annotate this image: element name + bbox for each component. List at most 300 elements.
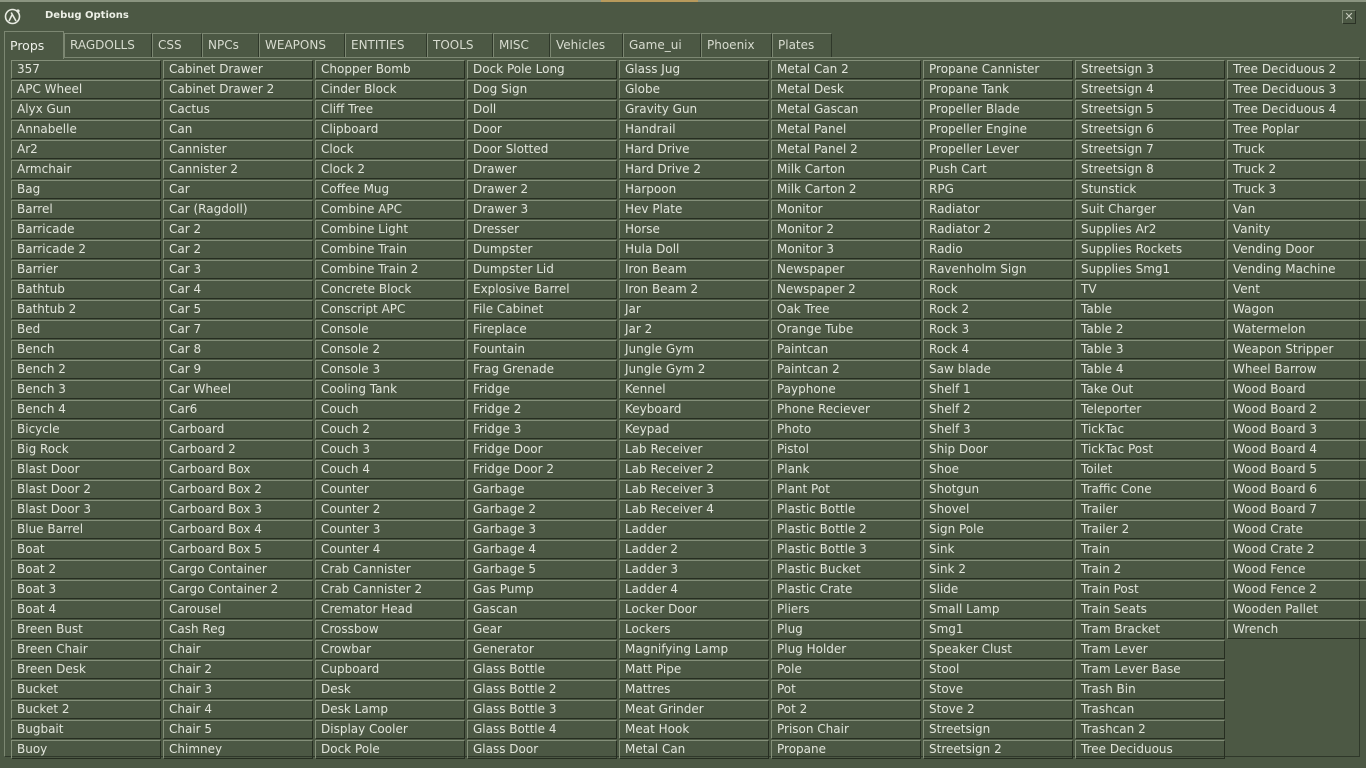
prop-button[interactable]: Speaker Clust (923, 640, 1073, 659)
prop-button[interactable]: Train 2 (1075, 560, 1225, 579)
prop-button[interactable]: Chair 4 (163, 700, 313, 719)
prop-button[interactable]: Supplies Rockets (1075, 240, 1225, 259)
prop-button[interactable]: Cargo Container (163, 560, 313, 579)
prop-button[interactable]: Propeller Lever (923, 140, 1073, 159)
title-bar[interactable] (0, 2, 1366, 30)
prop-button[interactable]: Cargo Container 2 (163, 580, 313, 599)
prop-button[interactable]: Table 3 (1075, 340, 1225, 359)
prop-button[interactable]: Lab Receiver 2 (619, 460, 769, 479)
prop-button[interactable]: Propeller Blade (923, 100, 1073, 119)
prop-button[interactable]: Cash Reg (163, 620, 313, 639)
prop-button[interactable]: Cliff Tree (315, 100, 465, 119)
prop-button[interactable]: Sign Pole (923, 520, 1073, 539)
prop-button[interactable]: Meat Grinder (619, 700, 769, 719)
prop-button[interactable]: Pot 2 (771, 700, 921, 719)
prop-button[interactable]: Drawer (467, 160, 617, 179)
prop-button[interactable]: Combine Train (315, 240, 465, 259)
prop-button[interactable]: Chimney (163, 740, 313, 759)
prop-button[interactable]: Car (163, 180, 313, 199)
tab-npcs[interactable]: NPCs (202, 33, 259, 57)
prop-button[interactable]: Couch 2 (315, 420, 465, 439)
prop-button[interactable]: Paintcan (771, 340, 921, 359)
prop-button[interactable]: Carboard Box (163, 460, 313, 479)
prop-button[interactable]: Car 7 (163, 320, 313, 339)
prop-button[interactable]: Lab Receiver (619, 440, 769, 459)
prop-button[interactable]: Drawer 3 (467, 200, 617, 219)
prop-button[interactable]: Carboard Box 3 (163, 500, 313, 519)
prop-button[interactable]: Glass Bottle 2 (467, 680, 617, 699)
prop-button[interactable]: Shovel (923, 500, 1073, 519)
prop-button[interactable]: Desk Lamp (315, 700, 465, 719)
prop-button[interactable]: Vending Machine (1227, 260, 1366, 279)
prop-button[interactable]: Carboard 2 (163, 440, 313, 459)
prop-button[interactable]: Oak Tree (771, 300, 921, 319)
prop-button[interactable]: Supplies Ar2 (1075, 220, 1225, 239)
prop-button[interactable]: Lab Receiver 4 (619, 500, 769, 519)
prop-button[interactable]: Cooling Tank (315, 380, 465, 399)
prop-button[interactable]: Propane (771, 740, 921, 759)
prop-button[interactable]: Chopper Bomb (315, 60, 465, 79)
prop-button[interactable]: Metal Can (619, 740, 769, 759)
prop-button[interactable]: Combine Light (315, 220, 465, 239)
prop-button[interactable]: Truck 3 (1227, 180, 1366, 199)
prop-button[interactable]: Magnifying Lamp (619, 640, 769, 659)
prop-button[interactable]: Smg1 (923, 620, 1073, 639)
prop-button[interactable]: Bathtub 2 (11, 300, 161, 319)
prop-button[interactable]: Sink 2 (923, 560, 1073, 579)
prop-button[interactable]: Wrench (1227, 620, 1366, 639)
prop-button[interactable]: Pot (771, 680, 921, 699)
prop-button[interactable]: Payphone (771, 380, 921, 399)
prop-button[interactable]: Clock (315, 140, 465, 159)
prop-button[interactable]: Tree Poplar (1227, 120, 1366, 139)
prop-button[interactable]: Display Cooler (315, 720, 465, 739)
prop-button[interactable]: Car 4 (163, 280, 313, 299)
prop-button[interactable]: RPG (923, 180, 1073, 199)
prop-button[interactable]: Carboard Box 5 (163, 540, 313, 559)
prop-button[interactable]: Bathtub (11, 280, 161, 299)
prop-button[interactable]: Wood Board 5 (1227, 460, 1366, 479)
prop-button[interactable]: Wood Crate (1227, 520, 1366, 539)
prop-button[interactable]: Tree Deciduous (1075, 740, 1225, 759)
prop-button[interactable]: Propane Tank (923, 80, 1073, 99)
prop-button[interactable]: Plant Pot (771, 480, 921, 499)
prop-button[interactable]: Counter 4 (315, 540, 465, 559)
prop-button[interactable]: Garbage 3 (467, 520, 617, 539)
tab-plates[interactable]: Plates (772, 33, 832, 57)
prop-button[interactable]: Doll (467, 100, 617, 119)
tab-misc[interactable]: MISC (493, 33, 550, 57)
prop-button[interactable]: Milk Carton (771, 160, 921, 179)
prop-button[interactable]: Cannister (163, 140, 313, 159)
prop-button[interactable]: Glass Jug (619, 60, 769, 79)
prop-button[interactable]: Bucket 2 (11, 700, 161, 719)
prop-button[interactable]: Carboard (163, 420, 313, 439)
prop-button[interactable]: Drawer 2 (467, 180, 617, 199)
prop-button[interactable]: Ravenholm Sign (923, 260, 1073, 279)
prop-button[interactable]: Door (467, 120, 617, 139)
prop-button[interactable]: Streetsign 3 (1075, 60, 1225, 79)
tab-game-ui[interactable]: Game_ui (623, 33, 701, 57)
tab-tools[interactable]: TOOLS (427, 33, 493, 57)
prop-button[interactable]: Gear (467, 620, 617, 639)
prop-button[interactable]: Gravity Gun (619, 100, 769, 119)
prop-button[interactable]: Wood Fence 2 (1227, 580, 1366, 599)
prop-button[interactable]: Dock Pole (315, 740, 465, 759)
prop-button[interactable]: Buoy (11, 740, 161, 759)
prop-button[interactable]: Kennel (619, 380, 769, 399)
prop-button[interactable]: Vent (1227, 280, 1366, 299)
prop-button[interactable]: Glass Bottle 3 (467, 700, 617, 719)
prop-button[interactable]: Plastic Bucket (771, 560, 921, 579)
prop-button[interactable]: Dumpster Lid (467, 260, 617, 279)
tab-ragdolls[interactable]: RAGDOLLS (64, 33, 152, 57)
prop-button[interactable]: Tree Deciduous 4 (1227, 100, 1366, 119)
prop-button[interactable]: Cannister 2 (163, 160, 313, 179)
prop-button[interactable]: Radiator 2 (923, 220, 1073, 239)
prop-button[interactable]: Fridge 2 (467, 400, 617, 419)
prop-button[interactable]: Slide (923, 580, 1073, 599)
prop-button[interactable]: Concrete Block (315, 280, 465, 299)
prop-button[interactable]: Pliers (771, 600, 921, 619)
prop-button[interactable]: Trashcan 2 (1075, 720, 1225, 739)
prop-button[interactable]: Photo (771, 420, 921, 439)
prop-button[interactable]: Plank (771, 460, 921, 479)
prop-button[interactable]: Iron Beam 2 (619, 280, 769, 299)
prop-button[interactable]: Lockers (619, 620, 769, 639)
prop-button[interactable]: Wheel Barrow (1227, 360, 1366, 379)
prop-button[interactable]: Hev Plate (619, 200, 769, 219)
prop-button[interactable]: Keyboard (619, 400, 769, 419)
prop-button[interactable]: Wood Board 2 (1227, 400, 1366, 419)
prop-button[interactable]: Van (1227, 200, 1366, 219)
prop-button[interactable]: Counter 2 (315, 500, 465, 519)
prop-button[interactable]: Can (163, 120, 313, 139)
prop-button[interactable]: Small Lamp (923, 600, 1073, 619)
tab-vehicles[interactable]: Vehicles (550, 33, 623, 57)
prop-button[interactable]: Wooden Pallet (1227, 600, 1366, 619)
prop-button[interactable]: Glass Bottle 4 (467, 720, 617, 739)
prop-button[interactable]: Barrier (11, 260, 161, 279)
prop-button[interactable]: Metal Panel 2 (771, 140, 921, 159)
prop-button[interactable]: Metal Can 2 (771, 60, 921, 79)
prop-button[interactable]: Iron Beam (619, 260, 769, 279)
prop-button[interactable]: Bag (11, 180, 161, 199)
prop-button[interactable]: Tree Deciduous 2 (1227, 60, 1366, 79)
prop-button[interactable]: Milk Carton 2 (771, 180, 921, 199)
prop-button[interactable]: Streetsign 2 (923, 740, 1073, 759)
prop-button[interactable]: Blast Door 2 (11, 480, 161, 499)
prop-button[interactable]: Train Seats (1075, 600, 1225, 619)
prop-button[interactable]: Stove 2 (923, 700, 1073, 719)
prop-button[interactable]: Cabinet Drawer 2 (163, 80, 313, 99)
prop-button[interactable]: Crab Cannister (315, 560, 465, 579)
prop-button[interactable]: Glass Door (467, 740, 617, 759)
prop-button[interactable]: Gas Pump (467, 580, 617, 599)
prop-button[interactable]: Chair (163, 640, 313, 659)
prop-button[interactable]: Monitor (771, 200, 921, 219)
prop-button[interactable]: Fountain (467, 340, 617, 359)
prop-button[interactable]: Boat (11, 540, 161, 559)
prop-button[interactable]: Boat 2 (11, 560, 161, 579)
prop-button[interactable]: Weapon Stripper (1227, 340, 1366, 359)
prop-button[interactable]: Bugbait (11, 720, 161, 739)
prop-button[interactable]: Metal Gascan (771, 100, 921, 119)
prop-button[interactable]: Couch (315, 400, 465, 419)
prop-button[interactable]: Car (Ragdoll) (163, 200, 313, 219)
prop-button[interactable]: Shoe (923, 460, 1073, 479)
prop-button[interactable]: Rock 2 (923, 300, 1073, 319)
prop-button[interactable]: Stunstick (1075, 180, 1225, 199)
prop-button[interactable]: Conscript APC (315, 300, 465, 319)
prop-button[interactable]: Garbage 2 (467, 500, 617, 519)
prop-button[interactable]: Trashcan (1075, 700, 1225, 719)
prop-button[interactable]: Propane Cannister (923, 60, 1073, 79)
prop-button[interactable]: Ladder (619, 520, 769, 539)
prop-button[interactable]: Ship Door (923, 440, 1073, 459)
prop-button[interactable]: Streetsign 4 (1075, 80, 1225, 99)
prop-button[interactable]: Bench (11, 340, 161, 359)
prop-button[interactable]: Traffic Cone (1075, 480, 1225, 499)
prop-button[interactable]: File Cabinet (467, 300, 617, 319)
prop-button[interactable]: Metal Panel (771, 120, 921, 139)
tab-weapons[interactable]: WEAPONS (259, 33, 345, 57)
prop-button[interactable]: Truck (1227, 140, 1366, 159)
prop-button[interactable]: Shotgun (923, 480, 1073, 499)
prop-button[interactable]: Fridge 3 (467, 420, 617, 439)
prop-button[interactable]: Teleporter (1075, 400, 1225, 419)
prop-button[interactable]: Cactus (163, 100, 313, 119)
prop-button[interactable]: Table (1075, 300, 1225, 319)
prop-button[interactable]: Ladder 4 (619, 580, 769, 599)
prop-button[interactable]: Ladder 3 (619, 560, 769, 579)
prop-button[interactable]: Streetsign 5 (1075, 100, 1225, 119)
prop-button[interactable]: Wood Board 6 (1227, 480, 1366, 499)
prop-button[interactable]: Stool (923, 660, 1073, 679)
prop-button[interactable]: Vending Door (1227, 240, 1366, 259)
close-button[interactable] (1342, 10, 1356, 24)
prop-button[interactable]: Carboard Box 2 (163, 480, 313, 499)
prop-button[interactable]: Breen Chair (11, 640, 161, 659)
prop-button[interactable]: Car 2 (163, 240, 313, 259)
prop-button[interactable]: Ladder 2 (619, 540, 769, 559)
prop-button[interactable]: Plastic Bottle (771, 500, 921, 519)
prop-button[interactable]: Ar2 (11, 140, 161, 159)
prop-button[interactable]: Metal Desk (771, 80, 921, 99)
prop-button[interactable]: Sink (923, 540, 1073, 559)
prop-button[interactable]: Pole (771, 660, 921, 679)
prop-button[interactable]: Blue Barrel (11, 520, 161, 539)
prop-button[interactable]: Streetsign 6 (1075, 120, 1225, 139)
prop-button[interactable]: Rock 4 (923, 340, 1073, 359)
prop-button[interactable]: Streetsign 8 (1075, 160, 1225, 179)
prop-button[interactable]: Dog Sign (467, 80, 617, 99)
prop-button[interactable]: Lab Receiver 3 (619, 480, 769, 499)
prop-button[interactable]: Horse (619, 220, 769, 239)
prop-button[interactable]: Gascan (467, 600, 617, 619)
prop-button[interactable]: Hula Doll (619, 240, 769, 259)
prop-button[interactable]: Chair 2 (163, 660, 313, 679)
prop-button[interactable]: Couch 3 (315, 440, 465, 459)
prop-button[interactable]: Bench 3 (11, 380, 161, 399)
prop-button[interactable]: Jungle Gym (619, 340, 769, 359)
prop-button[interactable]: Barricade (11, 220, 161, 239)
prop-button[interactable]: Boat 3 (11, 580, 161, 599)
prop-button[interactable]: Glass Bottle (467, 660, 617, 679)
prop-button[interactable]: Locker Door (619, 600, 769, 619)
prop-button[interactable]: Bed (11, 320, 161, 339)
prop-button[interactable]: Car 8 (163, 340, 313, 359)
prop-button[interactable]: Tram Bracket (1075, 620, 1225, 639)
prop-button[interactable]: Jungle Gym 2 (619, 360, 769, 379)
prop-button[interactable]: Blast Door (11, 460, 161, 479)
prop-button[interactable]: Plastic Bottle 3 (771, 540, 921, 559)
prop-button[interactable]: Bench 2 (11, 360, 161, 379)
prop-button[interactable]: Combine APC (315, 200, 465, 219)
prop-button[interactable]: Car 2 (163, 220, 313, 239)
prop-button[interactable]: Cabinet Drawer (163, 60, 313, 79)
prop-button[interactable]: Explosive Barrel (467, 280, 617, 299)
prop-button[interactable]: Wood Board (1227, 380, 1366, 399)
prop-button[interactable]: Couch 4 (315, 460, 465, 479)
prop-button[interactable]: Wood Crate 2 (1227, 540, 1366, 559)
prop-button[interactable]: Radio (923, 240, 1073, 259)
prop-button[interactable]: TV (1075, 280, 1225, 299)
tab-css[interactable]: CSS (152, 33, 202, 57)
prop-button[interactable]: Mattres (619, 680, 769, 699)
prop-button[interactable]: Breen Desk (11, 660, 161, 679)
prop-button[interactable]: Shelf 1 (923, 380, 1073, 399)
prop-button[interactable]: Chair 3 (163, 680, 313, 699)
prop-button[interactable]: Breen Bust (11, 620, 161, 639)
prop-button[interactable]: Plug (771, 620, 921, 639)
prop-button[interactable]: Combine Train 2 (315, 260, 465, 279)
prop-button[interactable]: Prison Chair (771, 720, 921, 739)
prop-button[interactable]: Suit Charger (1075, 200, 1225, 219)
prop-button[interactable]: Keypad (619, 420, 769, 439)
prop-button[interactable]: Shelf 3 (923, 420, 1073, 439)
prop-button[interactable]: Bicycle (11, 420, 161, 439)
prop-button[interactable]: Monitor 3 (771, 240, 921, 259)
prop-button[interactable]: Orange Tube (771, 320, 921, 339)
prop-button[interactable]: TickTac Post (1075, 440, 1225, 459)
prop-button[interactable]: Crab Cannister 2 (315, 580, 465, 599)
prop-button[interactable]: Carboard Box 4 (163, 520, 313, 539)
prop-button[interactable]: Clock 2 (315, 160, 465, 179)
prop-button[interactable]: Table 4 (1075, 360, 1225, 379)
prop-button[interactable]: Radiator (923, 200, 1073, 219)
prop-button[interactable]: Rock 3 (923, 320, 1073, 339)
tab-phoenix[interactable]: Phoenix (701, 33, 772, 57)
prop-button[interactable]: Pistol (771, 440, 921, 459)
prop-button[interactable]: Carousel (163, 600, 313, 619)
prop-button[interactable]: Streetsign (923, 720, 1073, 739)
prop-button[interactable]: Phone Reciever (771, 400, 921, 419)
prop-button[interactable]: Cinder Block (315, 80, 465, 99)
prop-button[interactable]: Train (1075, 540, 1225, 559)
tab-entities[interactable]: ENTITIES (345, 33, 427, 57)
prop-button[interactable]: Boat 4 (11, 600, 161, 619)
prop-button[interactable]: Supplies Smg1 (1075, 260, 1225, 279)
prop-button[interactable]: 357 (11, 60, 161, 79)
prop-button[interactable]: Dresser (467, 220, 617, 239)
prop-button[interactable]: Wood Board 4 (1227, 440, 1366, 459)
prop-button[interactable]: Rock (923, 280, 1073, 299)
prop-button[interactable]: Stove (923, 680, 1073, 699)
prop-button[interactable]: Console 2 (315, 340, 465, 359)
prop-button[interactable]: Wood Board 3 (1227, 420, 1366, 439)
prop-button[interactable]: Propeller Engine (923, 120, 1073, 139)
prop-button[interactable]: Push Cart (923, 160, 1073, 179)
prop-button[interactable]: Wagon (1227, 300, 1366, 319)
prop-button[interactable]: Jar (619, 300, 769, 319)
prop-button[interactable]: APC Wheel (11, 80, 161, 99)
prop-button[interactable]: Tree Deciduous 3 (1227, 80, 1366, 99)
prop-button[interactable]: Bench 4 (11, 400, 161, 419)
prop-button[interactable]: Garbage (467, 480, 617, 499)
prop-button[interactable]: Tram Lever Base (1075, 660, 1225, 679)
prop-button[interactable]: Newspaper (771, 260, 921, 279)
prop-button[interactable]: Alyx Gun (11, 100, 161, 119)
prop-button[interactable]: Console 3 (315, 360, 465, 379)
prop-button[interactable]: Car Wheel (163, 380, 313, 399)
prop-button[interactable]: Watermelon (1227, 320, 1366, 339)
prop-button[interactable]: Monitor 2 (771, 220, 921, 239)
prop-button[interactable]: Plug Holder (771, 640, 921, 659)
prop-button[interactable]: Trailer 2 (1075, 520, 1225, 539)
prop-button[interactable]: Crowbar (315, 640, 465, 659)
prop-button[interactable]: Coffee Mug (315, 180, 465, 199)
prop-button[interactable]: Trash Bin (1075, 680, 1225, 699)
prop-button[interactable]: Take Out (1075, 380, 1225, 399)
prop-button[interactable]: Generator (467, 640, 617, 659)
prop-button[interactable]: Armchair (11, 160, 161, 179)
prop-button[interactable]: Annabelle (11, 120, 161, 139)
prop-button[interactable]: Hard Drive (619, 140, 769, 159)
prop-button[interactable]: Fridge Door (467, 440, 617, 459)
prop-button[interactable]: Tram Lever (1075, 640, 1225, 659)
prop-button[interactable]: Dumpster (467, 240, 617, 259)
prop-button[interactable]: Console (315, 320, 465, 339)
prop-button[interactable]: Crossbow (315, 620, 465, 639)
prop-button[interactable]: Big Rock (11, 440, 161, 459)
prop-button[interactable]: Desk (315, 680, 465, 699)
prop-button[interactable]: Wood Board 7 (1227, 500, 1366, 519)
prop-button[interactable]: Streetsign 7 (1075, 140, 1225, 159)
prop-button[interactable]: Matt Pipe (619, 660, 769, 679)
prop-button[interactable]: Car 3 (163, 260, 313, 279)
prop-button[interactable]: Truck 2 (1227, 160, 1366, 179)
prop-button[interactable]: Counter (315, 480, 465, 499)
prop-button[interactable]: Frag Grenade (467, 360, 617, 379)
prop-button[interactable]: Newspaper 2 (771, 280, 921, 299)
prop-button[interactable]: Globe (619, 80, 769, 99)
prop-button[interactable]: Dock Pole Long (467, 60, 617, 79)
prop-button[interactable]: Plastic Crate (771, 580, 921, 599)
prop-button[interactable]: Fireplace (467, 320, 617, 339)
prop-button[interactable]: Chair 5 (163, 720, 313, 739)
prop-button[interactable]: Car 9 (163, 360, 313, 379)
prop-button[interactable]: Shelf 2 (923, 400, 1073, 419)
prop-button[interactable]: Toilet (1075, 460, 1225, 479)
prop-button[interactable]: Saw blade (923, 360, 1073, 379)
prop-button[interactable]: Car 5 (163, 300, 313, 319)
prop-button[interactable]: Barrel (11, 200, 161, 219)
prop-button[interactable]: Jar 2 (619, 320, 769, 339)
tab-props[interactable]: Props (4, 31, 64, 59)
prop-button[interactable]: Counter 3 (315, 520, 465, 539)
prop-button[interactable]: Car6 (163, 400, 313, 419)
